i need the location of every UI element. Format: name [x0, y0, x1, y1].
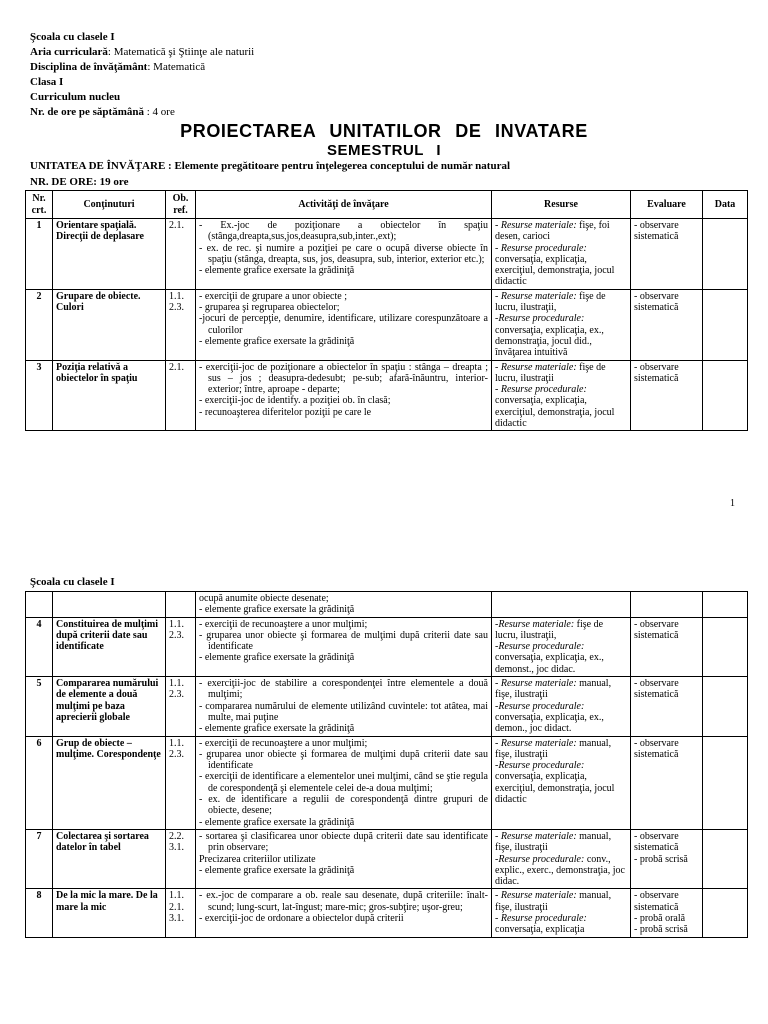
activity-line: - exerciţii-joc de identify. a poziţiei ob. în clasă;	[199, 395, 391, 407]
activity-line: - exerciţii de grupare a unor obiecte ;	[199, 290, 347, 302]
activity-line: - exerciţii-joc de ordonare a obiectelor după criterii	[199, 913, 404, 925]
activity-line: - sortarea şi clasificarea unor obiecte după criterii date sau identificate prin observare;	[199, 830, 488, 854]
disciplina: Disciplina de învăţământ: Matematică	[30, 61, 206, 73]
activity-line: - exerciţii de recunoaştere a unor mulţimi;	[199, 618, 368, 630]
cell-data	[703, 617, 748, 676]
school-name: Şcoala cu clasele I	[30, 31, 115, 43]
activity-line: Precizarea criteriilor utilizate	[199, 853, 316, 865]
table-header-row	[26, 191, 748, 219]
cell-evaluare: - observare sistematică	[631, 219, 703, 290]
activity-line: - elemente grafice exersate la grădiniţă	[199, 335, 355, 347]
resurse-procedurale-label: -Resurse procedurale:	[495, 853, 585, 865]
cell-evaluare: - observare sistematică	[631, 677, 703, 736]
cell-ob: 1.1. 2.3.	[166, 736, 196, 829]
cell-ob: 1.1. 2.3.	[166, 677, 196, 736]
header-nr: Nr. crt.	[26, 191, 53, 219]
activity-line: - Ex.-joc de poziţionare a obiectelor în spaţiu (stânga,dreapta,sus,jos,deasupra,sub,inter.,ext);	[199, 220, 488, 243]
cell-nr: 8	[26, 889, 53, 937]
cell-activitati	[196, 360, 492, 431]
table-row	[26, 289, 748, 360]
cell-resurse	[492, 289, 631, 360]
activity-line: - exerciţii de recunoaştere a unor mulţimi;	[199, 737, 368, 749]
activity-line: - exerciţii-joc de stabilire a corespondenţei între elementele a două mulţimi;	[199, 678, 488, 701]
cell-continut	[53, 592, 166, 618]
unit-title: UNITATEA DE ÎNVĂŢARE : Elemente pregătitoare pentru înţelegerea conceptului de număr natural	[30, 160, 511, 172]
table-row	[26, 889, 748, 937]
header-continuturi: Conţinuturi	[53, 191, 166, 219]
resurse-procedurale-label: - Resurse procedurale:	[495, 242, 587, 254]
cell-evaluare: - observare sistematică	[631, 617, 703, 676]
units-table-page-2	[25, 591, 748, 938]
activity-line: - gruparea şi regruparea obiectelor;	[199, 302, 340, 314]
cell-activitati	[196, 617, 492, 676]
header-resurse: Resurse	[492, 191, 631, 219]
semester-title: SEMESTRUL I	[326, 142, 442, 159]
cell-nr: 3	[26, 360, 53, 431]
header-ob-ref: Ob. ref.	[166, 191, 196, 219]
resurse-materiale-label: - Resurse materiale:	[495, 361, 577, 373]
activity-line: - gruparea unor obiecte şi formarea de mulţimi după criterii date sau identificate	[199, 748, 488, 772]
activity-line: - elemente grafice exersate la grădiniţă	[199, 816, 355, 828]
cell-ob: 1.1. 2.3.	[166, 617, 196, 676]
cell-activitati	[196, 219, 492, 290]
resurse-procedurale: conversaţia, explicaţia, ex., demonst., joc didac.	[495, 652, 604, 675]
cell-continut: Grupare de obiecte. Culori	[53, 289, 166, 360]
cell-data	[703, 736, 748, 829]
table-clip-page-2	[0, 520, 768, 1024]
resurse-materiale-label: - Resurse materiale:	[495, 290, 577, 302]
cell-evaluare: - observare sistematică	[631, 736, 703, 829]
activity-line: - compararea numărului de elemente utilizând cuvintele: tot atâtea, mai multe, mai puţine	[199, 700, 488, 723]
cell-continut: Poziţia relativă a obiectelor în spaţiu	[53, 360, 166, 431]
resurse-procedurale: conversaţia, explicaţia, exerciţiul, demonstraţia, jocul didactic	[495, 395, 615, 430]
activity-line: - exerciţii-joc de poziţionare a obiectelor în spaţiu : stânga – dreapta ; sus – jos ; deasupra-dedesubt; pe-sub; afară-înăuntru, interior-exterior; între, aproape - departe;	[199, 361, 488, 396]
activity-line: - elemente grafice exersate la grădiniţă	[199, 864, 355, 876]
activity-line: - elemente grafice exersate la grădiniţă	[199, 652, 355, 664]
resurse-procedurale-label: -Resurse procedurale:	[495, 641, 585, 653]
header-activitati: Activităţi de învăţare	[196, 191, 492, 219]
table-body-page-2	[26, 592, 748, 938]
activity-line: - ex. de rec. şi numire a poziţiei pe care o ocupă diverse obiecte în spaţiu (stânga, dreapta, sus, jos, deasupra, sub, interior, exterior etc.);	[199, 242, 488, 265]
cell-resurse	[492, 736, 631, 829]
aria-curriculara: Aria curriculară: Matematică şi Ştiinţe ale naturii	[30, 46, 255, 58]
cell-nr: 4	[26, 617, 53, 676]
cell-nr: 5	[26, 677, 53, 736]
table-body-page-1	[26, 219, 748, 431]
page-title: PROIECTAREA UNITATILOR DE INVATARE	[180, 121, 588, 141]
activity-line: - exerciţii de identificare a elementelor unei mulţimi, când se ştie regula de corespondenţă şi elementele celei de-a doua mulţimi;	[199, 771, 488, 794]
table-row	[26, 677, 748, 736]
table-row	[26, 617, 748, 676]
resurse-materiale: fişe de lucru, ilustraţii,	[495, 290, 606, 314]
cell-nr: 2	[26, 289, 53, 360]
continuation-row	[26, 592, 748, 618]
table-row	[26, 219, 748, 290]
cell-activitati	[196, 289, 492, 360]
cell-data	[703, 219, 748, 290]
header-data: Data	[703, 191, 748, 219]
resurse-procedurale-label: - Resurse procedurale:	[495, 913, 587, 925]
page-number: 1	[730, 498, 735, 509]
cell-ob: 2.1.	[166, 219, 196, 290]
school-name-page-2: Şcoala cu clasele I	[30, 576, 115, 588]
resurse-materiale-label: - Resurse materiale:	[495, 678, 577, 690]
cell-data	[703, 829, 748, 888]
resurse-materiale: fişe de lucru, ilustraţii	[495, 361, 606, 384]
resurse-materiale-label: - Resurse materiale:	[495, 737, 577, 749]
resurse-materiale: manual, fişe, ilustraţii	[495, 737, 612, 760]
hours-count: NR. DE ORE: 19 ore	[30, 176, 129, 188]
cell-resurse	[492, 829, 631, 888]
cell-resurse	[492, 677, 631, 736]
cell-ob: 2.1.	[166, 360, 196, 431]
activity-line: - elemente grafice exersate la grădiniţă	[199, 265, 355, 277]
resurse-materiale: fişe de lucru, ilustraţii,	[495, 618, 604, 641]
resurse-materiale-label: - Resurse materiale:	[495, 890, 577, 902]
cell-evaluare: - observare sistematică	[631, 289, 703, 360]
cell-data	[703, 360, 748, 431]
resurse-materiale-label: - Resurse materiale:	[495, 220, 577, 231]
activity-line: - elemente grafice exersate la grădiniţă	[199, 723, 355, 735]
cell-continut: Constituirea de mulţimi după criterii date sau identificate	[53, 617, 166, 676]
cell-evaluare	[631, 592, 703, 618]
document-page-2	[0, 520, 768, 1024]
cell-evaluare: - observare sistematică - probă scrisă	[631, 829, 703, 888]
resurse-materiale-label: - Resurse materiale:	[495, 830, 577, 842]
cell-activitati	[196, 736, 492, 829]
table-row	[26, 829, 748, 888]
cell-continut: De la mic la mare. De la mare la mic	[53, 889, 166, 937]
activity-line: -jocuri de percepţie, denumire, identificare, utilizare corespunzătoare a culorilor	[199, 313, 488, 336]
cell-continut: Compararea numărului de elemente a două mulţimi pe baza aprecierii globale	[53, 677, 166, 736]
cell-ob: 1.1. 2.1. 3.1.	[166, 889, 196, 937]
resurse-materiale: manual, fişe, ilustraţii	[495, 890, 612, 913]
curriculum: Curriculum nucleu	[30, 91, 121, 103]
resurse-materiale: fişe, foi desen, carioci	[495, 220, 610, 243]
resurse-procedurale-label: -Resurse procedurale:	[495, 760, 585, 772]
cell-data	[703, 289, 748, 360]
cell-data	[703, 677, 748, 736]
cell-resurse	[492, 360, 631, 431]
units-table-page-1	[25, 190, 748, 431]
cell-evaluare: - observare sistematică - probă orală - probă scrisă	[631, 889, 703, 937]
cell-nr: 1	[26, 219, 53, 290]
cell-continut: Colectarea şi sortarea datelor în tabel	[53, 829, 166, 888]
cell-ob	[166, 592, 196, 618]
cell-continut: Grup de obiecte – mulţime. Corespondenţe	[53, 736, 166, 829]
cell-resurse	[492, 219, 631, 290]
cell-nr: 6	[26, 736, 53, 829]
cell-resurse	[492, 592, 631, 618]
nr-ore-saptamana: Nr. de ore pe săptămână : 4 ore	[30, 106, 175, 118]
resurse-procedurale: conversaţia, explicaţia, ex., demon., joc didact.	[495, 711, 604, 735]
activity-line: - gruparea unor obiecte şi formarea de mulţimi după criterii date sau identificate	[199, 629, 488, 653]
cell-resurse	[492, 617, 631, 676]
cell-activitati	[196, 889, 492, 937]
cell-data	[703, 592, 748, 618]
cell-nr: 7	[26, 829, 53, 888]
resurse-procedurale: conversaţia, explicaţia, ex., demonstraţia, jocul did., învăţarea intuitivă	[495, 324, 604, 359]
activity-line: - ex.-joc de comparare a ob. reale sau desenate, după criteriile: înalt-scund; lung-scurt, lat-îngust; mare-mic; gros-subţire; uşor-greu;	[199, 890, 488, 913]
cell-data	[703, 889, 748, 937]
resurse-procedurale-label: -Resurse procedurale:	[495, 700, 585, 712]
clasa: Clasa I	[30, 76, 64, 88]
header-evaluare: Evaluare	[631, 191, 703, 219]
cell-activitati	[196, 677, 492, 736]
resurse-procedurale: conversaţia, explicaţia	[495, 924, 585, 936]
cell-activitati	[196, 592, 492, 618]
cell-ob: 1.1. 2.3.	[166, 289, 196, 360]
resurse-procedurale-label: - Resurse procedurale:	[495, 384, 587, 396]
activity-line: - elemente grafice exersate la grădiniţă	[199, 604, 355, 616]
resurse-materiale: manual, fişe, ilustraţii	[495, 678, 612, 701]
resurse-procedurale: conversaţia, explicaţia, exerciţiul, demonstraţia, jocul didactic	[495, 253, 615, 288]
cell-resurse	[492, 889, 631, 937]
resurse-materiale: manual, fişe, ilustraţii	[495, 830, 612, 854]
table-clip-page-1	[0, 0, 768, 487]
cell-activitati	[196, 829, 492, 888]
activity-line: - ex. de identificare a regulii de corespondenţă dintre grupuri de obiecte, desene;	[199, 794, 488, 817]
table-row	[26, 360, 748, 431]
cell-ob: 2.2. 3.1.	[166, 829, 196, 888]
resurse-procedurale: conversaţia, explicaţia, exerciţiul, demonstraţia, jocul didactic	[495, 771, 615, 806]
cell-continut: Orientare spaţială. Direcţii de deplasare	[53, 219, 166, 290]
activity-line: - recunoaşterea diferitelor poziţii pe care le	[199, 406, 372, 418]
resurse-procedurale: conv., explic., exerc., demonstraţia, joc didac.	[495, 853, 625, 888]
cell-evaluare: - observare sistematică	[631, 360, 703, 431]
table-row	[26, 736, 748, 829]
resurse-materiale-label: -Resurse materiale:	[495, 618, 575, 630]
activity-line: ocupă anumite obiecte desenate;	[199, 593, 329, 604]
cell-nr	[26, 592, 53, 618]
resurse-procedurale-label: -Resurse procedurale:	[495, 313, 585, 325]
